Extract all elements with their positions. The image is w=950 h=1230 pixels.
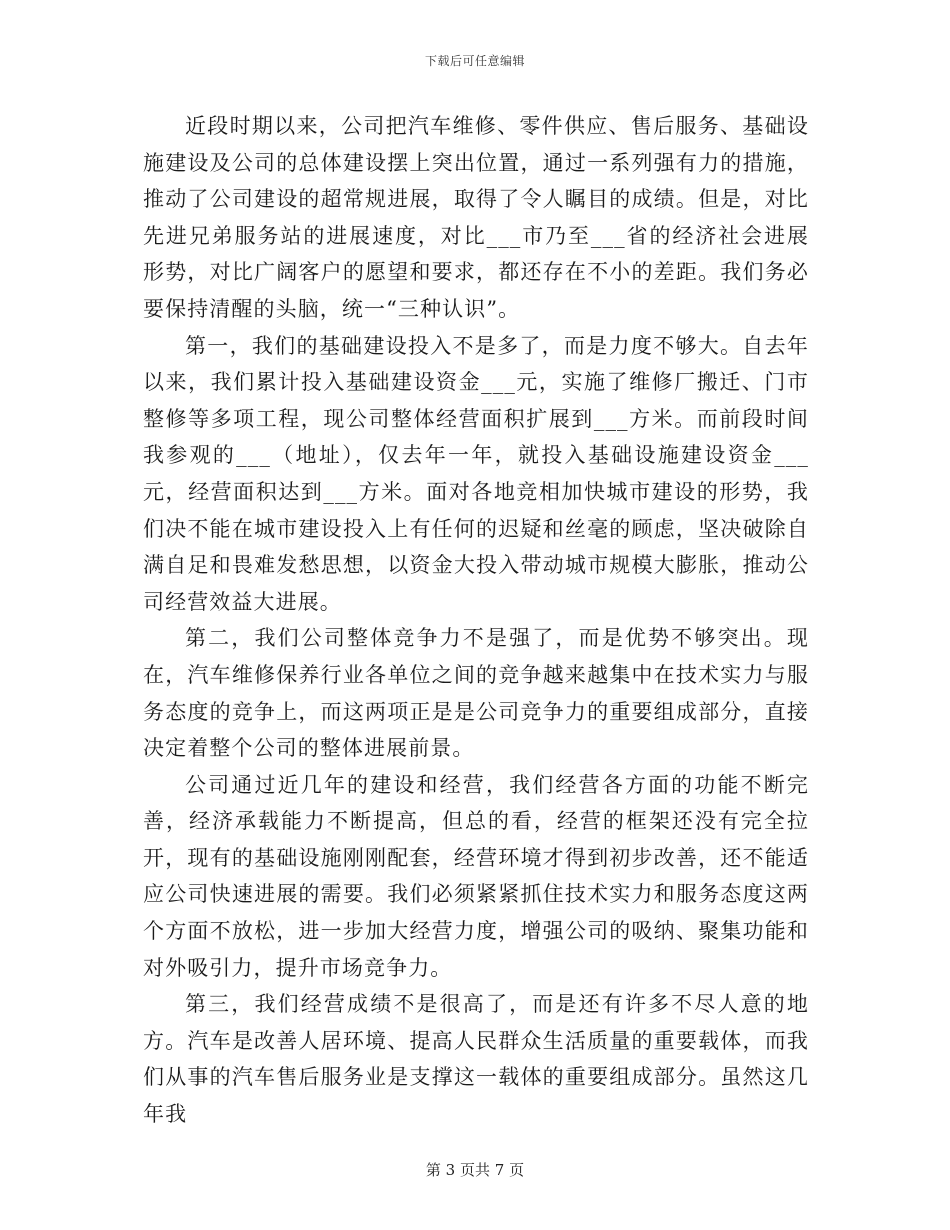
page-footer: 第 3 页共 7 页 (425, 1161, 525, 1179)
paragraph-5: 第三，我们经营成绩不是很高了，而是还有许多不尽人意的地方。汽车是改善人居环境、提高人民群众生活质量的重要载体，而我们从事的汽车售后服务业是支撑这一载体的重要组成部分。虽然这几年我 (143, 992, 809, 1127)
page-header: 下载后可任意编辑 (424, 54, 525, 68)
paragraph-4: 公司通过近几年的建设和经营，我们经营各方面的功能不断完善，经济承载能力不断提高，但总的看，经营的框架还没有完全拉开，现有的基础设施刚刚配套，经营环境才得到初步改善，还不能适应公司快速进展的需要。我们必须紧紧抓住技术实力和服务态度这两个方面不放松，进一步加大经营力度，增强公司的吸纳、聚集功能和对外吸引力，提升市场竞争力。 (143, 772, 809, 980)
paragraph-3: 第二，我们公司整体竞争力不是强了，而是优势不够突出。现在，汽车维修保养行业各单位之间的竞争越来越集中在技术实力与服务态度的竞争上，而这两项正是是公司竞争力的重要组成部分，直接决定着整个公司的整体进展前景。 (143, 626, 809, 761)
paragraph-2: 第一，我们的基础建设投入不是多了，而是力度不够大。自去年以来，我们累计投入基础建设资金___元，实施了维修厂搬迁、门市整修等多项工程，现公司整体经营面积扩展到___方米。而前段时间我参观的___（地址），仅去年一年，就投入基础设施建设资金___元，经营面积达到___方米。面对各地竞相加快城市建设的形势，我们决不能在城市建设投入上有任何的迟疑和丝毫的顾虑，坚决破除自满自足和畏难发愁思想，以资金大投入带动城市规模大膨胀，推动公司经营效益大进展。 (143, 333, 809, 614)
paragraph-1: 近段时期以来，公司把汽车维修、零件供应、售后服务、基础设施建设及公司的总体建设摆上突出位置，通过一系列强有力的措施，推动了公司建设的超常规进展，取得了令人瞩目的成绩。但是，对比先进兄弟服务站的进展速度，对比___市乃至___省的经济社会进展形势，对比广阔客户的愿望和要求，都还存在不小的差距。我们务必要保持清醒的头脑，统一“三种认识”。 (143, 114, 809, 321)
body-text (143, 108, 809, 1133)
